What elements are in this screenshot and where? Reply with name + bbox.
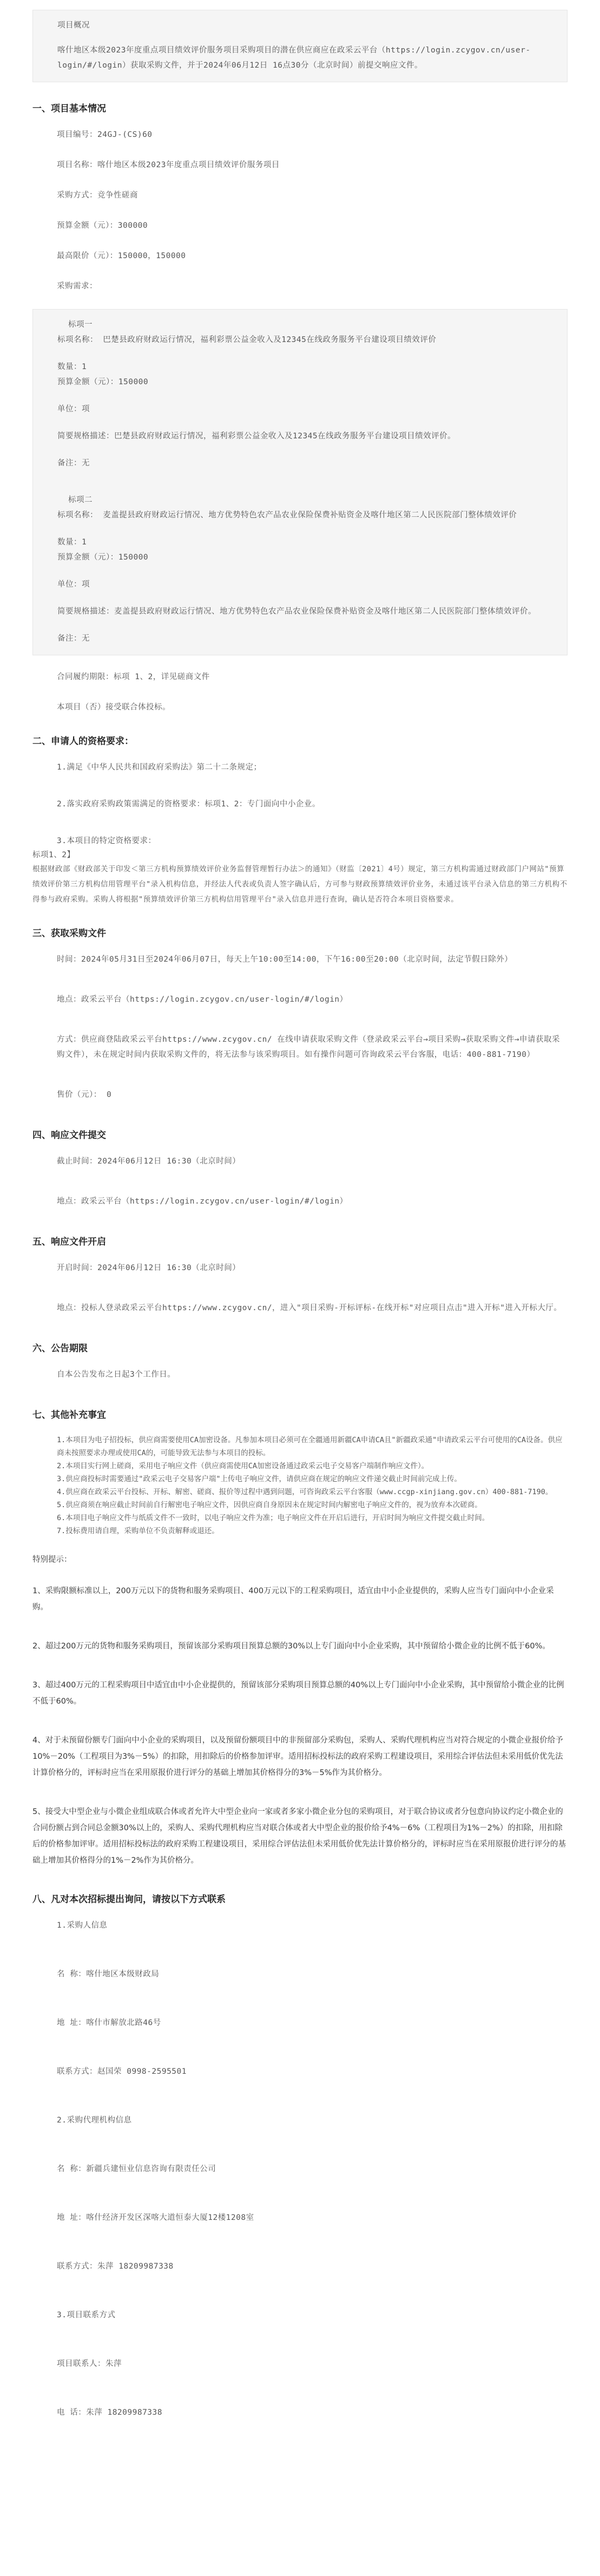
lot-note: 备注：无 <box>57 459 90 468</box>
opening-place: 地点：投标人登录政采云平台https://www.zcygov.cn/，进入"项目采购-开标评标-在线开标"对应项目点击"进入开标"进入开标大厅。 <box>57 1304 562 1312</box>
buyer-name: 名 称：喀什地区本级财政局 <box>57 1970 160 1979</box>
section-7-body <box>32 1434 568 1537</box>
contract-term: 合同履约期限：标项 1、2，详见磋商文件 <box>57 673 210 681</box>
qualification-lot-tag: 标项1、2】 <box>32 851 75 859</box>
project-name: 项目名称：喀什地区本级2023年度重点项目绩效评价服务项目 <box>57 161 280 169</box>
supplementary-note: 5.供应商须在响应截止时间前自行解密电子响应文件，因供应商自身原因未在规定时间内解密电子响应文件的，视为放弃本次磋商。 <box>57 1501 482 1509</box>
lot-name: 标项名称： 麦盖提县政府财政运行情况、地方优势特色农产品农业保险保费补贴资金及喀什地区第二人民医院部门整体绩效评价 <box>57 511 517 520</box>
section-3-body <box>32 952 568 1102</box>
acquire-time: 时间：2024年05月31日至2024年06月07日，每天上午10:00至14:00，下午16:00至20:00（北京时间，法定节假日除外） <box>57 955 513 964</box>
lot-budget: 预算金额（元）：150000 <box>57 378 149 386</box>
lot-1 <box>57 317 551 471</box>
supplementary-note: 3.供应商投标时需要通过"政采云电子交易客户端"上传电子响应文件，请供应商在规定的响应文件递交截止时间前完成上传。 <box>57 1475 462 1483</box>
supplementary-note: 1.本项目为电子招投标，供应商需要使用CA加密设备。凡参加本项目必须可在全疆通用新疆CA申请CA且"新疆政采通"申请政采云平台可使用的CA设备。供应商未按照要求办理或使用CA的，可能导致无法参与本项目的投标。 <box>57 1436 563 1457</box>
acquire-place: 地点：政采云平台（https://login.zcygov.cn/user-login/#/login） <box>57 995 348 1004</box>
budget-amount: 预算金额（元）：300000 <box>57 221 148 230</box>
buyer-info-title: 1.采购人信息 <box>57 1921 108 1930</box>
agency-address: 地 址：喀什经济开发区深喀大道恒泰大厦12楼1208室 <box>57 2213 254 2222</box>
qualification-item: 3.本项目的特定资格要求： <box>57 837 156 845</box>
project-contact-title: 3.项目联系方式 <box>57 2311 116 2319</box>
special-tip-item: 2、超过200万元的货物和服务采购项目，预留该部分采购项目预算总额的30%以上专门面向中小企业采购，其中预留给小微企业的比例不低于60%。 <box>32 1642 550 1651</box>
opening-time: 开启时间：2024年06月12日 16:30（北京时间） <box>57 1264 241 1272</box>
buyer-address: 地 址：喀什市解放北路46号 <box>57 2019 161 2027</box>
supplementary-note: 6.本项目电子响应文件与纸质文件不一致时，以电子响应文件为准；电子响应文件在开启后进行，开启时间为响应文件提交截止时间。 <box>57 1514 490 1522</box>
submission-deadline: 截止时间：2024年06月12日 16:30（北京时间） <box>57 1157 241 1166</box>
document-price: 售价（元）： 0 <box>57 1090 112 1099</box>
lot-label: 标项二 <box>68 496 93 504</box>
section-6-body <box>32 1367 568 1382</box>
lot-note: 备注：无 <box>57 634 90 643</box>
lot-quantity: 数量：1 <box>57 538 87 547</box>
submission-place: 地点：政采云平台（https://login.zcygov.cn/user-login/#/login） <box>57 1197 348 1206</box>
lot-description: 简要规格描述：麦盖提县政府财政运行情况、地方优势特色农产品农业保险保费补贴资金及喀什地区第二人民医院部门整体绩效评价。 <box>57 607 536 616</box>
lot-name: 标项名称： 巴楚县政府财政运行情况，福利彩票公益金收入及12345在线政务服务平台建设项目绩效评价 <box>57 336 437 344</box>
section-2-heading: 二、申请人的资格要求： <box>32 736 134 747</box>
project-contact-person: 项目联系人：朱萍 <box>57 2360 122 2368</box>
supplementary-note: 2.本项目实行网上磋商，采用电子响应文件（供应商需使用CA加密设备通过政采云电子交易客户端制作响应文件）。 <box>57 1462 429 1470</box>
procurement-method: 采购方式：竞争性磋商 <box>57 191 138 200</box>
section-8-heading: 八、凡对本次招标提出询问，请按以下方式联系 <box>32 1894 226 1905</box>
section-3-heading: 三、获取采购文件 <box>32 928 106 939</box>
lot-unit: 单位：项 <box>57 405 90 413</box>
section-7-heading: 七、其他补充事宜 <box>32 1410 106 1421</box>
special-tip-item: 3、超过400万元的工程采购项目中适宜由中小企业提供的，预留该部分采购项目预算总额的40%以上专门面向中小企业采购，其中预留给小微企业的比例不低于60%。 <box>32 1681 564 1706</box>
special-tips-title: 特别提示： <box>32 1555 72 1564</box>
qualification-item: 2.落实政府采购政策需满足的资格要求：标项1、2：专门面向中小企业。 <box>57 800 320 809</box>
section-2-body <box>32 760 568 907</box>
special-tip-item: 4、对于未预留份额专门面向中小企业的采购项目，以及预留份额项目中的非预留部分采购包，采购人、采购代理机构应当对符合规定的小微企业报价给予10%－20%（工程项目为3%－5%）的扣除，用扣除后的价格参加评审。适用招标投标法的政府采购工程建设项目，采用综合评估法但未采用低价优先法计算价格分的，评标时应当在采用原报价进行评分的基础上增加其价格得分的3%－5%作为其价格分。 <box>32 1736 563 1777</box>
section-5-heading: 五、响应文件开启 <box>32 1237 106 1247</box>
special-tip-item: 5、接受大中型企业与小微企业组成联合体或者允许大中型企业向一家或者多家小微企业分包的采购项目，对于联合协议或者分包意向协议约定小微企业的合同份额占到合同总金额30%以上的，采购人、采购代理机构应当对联合体或者大中型企业的报价给予4%－6%（工程项目为1%－2%）的扣除，用扣除后的价格参加评审。适用招标投标法的政府采购工程建设项目，采用综合评估法但未采用低价优先法计算价格分的，评标时应当在采用原报价进行评分的基础上增加其价格得分的1%－2%作为其价格分。 <box>32 1808 566 1865</box>
qualification-item: 1.满足《中华人民共和国政府采购法》第二十二条规定； <box>57 763 262 772</box>
max-price: 最高限价（元）：150000，150000 <box>57 252 186 260</box>
agency-contact: 联系方式：朱萍 18209987338 <box>57 2262 174 2271</box>
lots-box <box>32 309 568 655</box>
lot-2 <box>57 492 551 646</box>
supplementary-note: 4.供应商在政采云平台投标、开标、解密、磋商、报价等过程中遇到问题，可咨询政采云平台客服（www.ccgp-xinjiang.gov.cn）400-881-7190。 <box>57 1488 553 1496</box>
overview-title: 项目概况 <box>57 21 90 30</box>
lot-quantity: 数量：1 <box>57 363 87 371</box>
project-number: 项目编号：24GJ-(CS)60 <box>57 130 153 139</box>
procurement-demand-label: 采购需求： <box>57 282 97 291</box>
overview-text: 喀什地区本级2023年度重点项目绩效评价服务项目采购项目的潜在供应商应在政采云平台（https://login.zcygov.cn/user-login/#/login）获取采购文件，并于2024年06月12日 16点30分（北京时间）前提交响应文件。 <box>57 46 531 70</box>
section-6-heading: 六、公告期限 <box>32 1343 88 1354</box>
qualification-detail: 根据财政部《财政部关于印发＜第三方机构预算绩效评价业务监督管理暂行办法＞的通知》（财监〔2021〕4号）规定，第三方机构需通过财政部门户网站"预算绩效评价第三方机构信用管理平台"录入机构信息，并经法人代表或负责人签字确认后，方可参与财政预算绩效评价业务，未通过该平台录入信息的第三方机构不得参与政府采购。采购人将根据"预算绩效评价第三方机构信用管理平台"录入信息并进行查询，确认是否符合本项目资格要求。 <box>32 865 568 904</box>
acquire-method: 方式：供应商登陆政采云平台https://www.zcygov.cn/ 在线申请获取采购文件（登录政采云平台→项目采购→获取采购文件→申请获取采购文件），未在规定时间内获取采购文件的，将无法参与该采购项目。如有操作问题可咨询政采云平台客服，电话：400-881-7190） <box>57 1035 560 1059</box>
section-5-body <box>32 1260 568 1316</box>
announcement-period: 自本公告发布之日起3个工作日。 <box>57 1370 176 1379</box>
lot-label: 标项一 <box>68 320 93 329</box>
agency-name: 名 称：新疆兵建恒业信息咨询有限责任公司 <box>57 2165 216 2173</box>
section-4-heading: 四、响应文件提交 <box>32 1130 106 1141</box>
section-4-body <box>32 1154 568 1209</box>
special-tips <box>32 1552 568 1869</box>
project-contact-phone: 电 话：朱萍 18209987338 <box>57 2408 162 2417</box>
section-1-body <box>32 127 568 715</box>
agency-info-title: 2.采购代理机构信息 <box>57 2116 132 2125</box>
lot-budget: 预算金额（元）：150000 <box>57 553 149 562</box>
supplementary-note: 7.投标费用请自理，采购单位不负责解释或退还。 <box>57 1527 219 1535</box>
section-8-body <box>32 1918 568 2420</box>
section-1-heading: 一、项目基本情况 <box>32 103 106 114</box>
special-tip-item: 1、采购限额标准以上，200万元以下的货物和服务采购项目、400万元以下的工程采购项目，适宜由中小企业提供的，采购人应当专门面向中小企业采购。 <box>32 1587 554 1612</box>
lot-description: 简要规格描述：巴楚县政府财政运行情况，福利彩票公益金收入及12345在线政务服务平台建设项目绩效评价。 <box>57 432 456 441</box>
project-overview-box <box>32 10 568 82</box>
consortium-note: 本项目（否）接受联合体投标。 <box>57 703 170 712</box>
lot-unit: 单位：项 <box>57 580 90 589</box>
buyer-contact: 联系方式：赵国荣 0998-2595501 <box>57 2067 187 2076</box>
